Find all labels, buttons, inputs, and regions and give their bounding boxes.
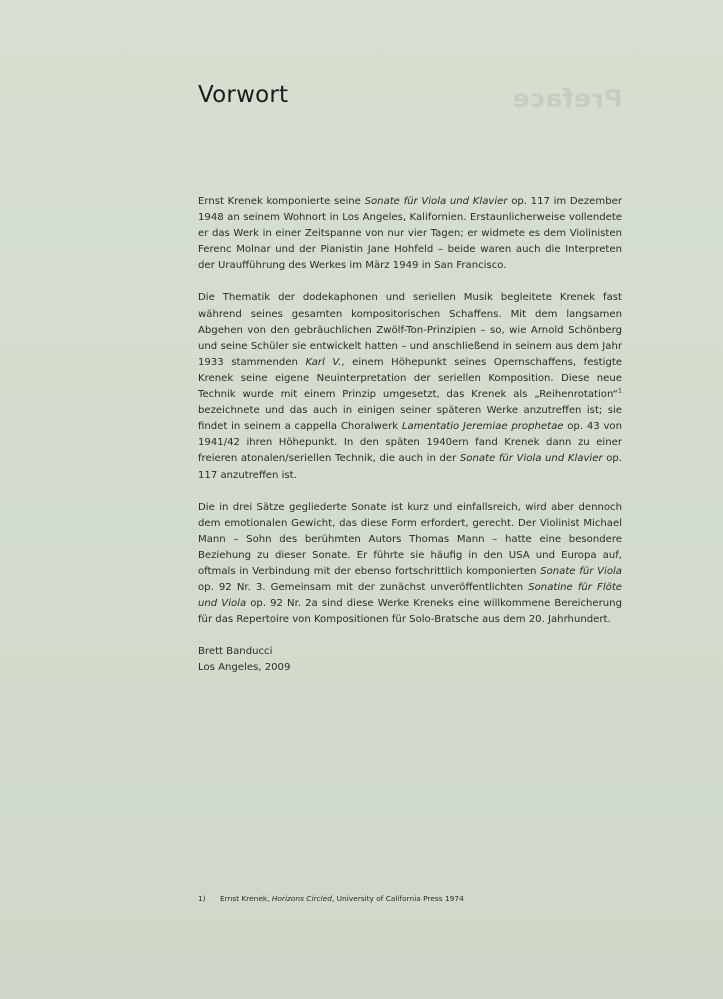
- italic-work-title: Sonate für Viola und Klavier: [459, 453, 603, 465]
- signature-author: Brett Banducci: [198, 646, 273, 658]
- paragraph-2: [198, 290, 622, 483]
- footnote-publisher: , University of California Press 1974: [331, 894, 464, 903]
- italic-work-title: Karl V.: [305, 356, 342, 368]
- footnote-marker: 1: [617, 386, 622, 395]
- paragraph-1: [198, 194, 622, 274]
- text-run: , einem Höhepunkt seines Opernschaffens, festigte Krenek seine eigene Neuinterpretation der seriellen Komposition. Diese neue Technik wurde mit einem Prinzip umgesetzt, das Krenek als „Reihenrotation“: [198, 356, 623, 401]
- signature: [198, 644, 622, 676]
- text-run: Ernst Krenek komponierte seine: [198, 196, 365, 207]
- page-title: Vorwort: [198, 82, 289, 108]
- text-run: Die Thematik der dodekaphonen und seriellen Musik begleitete Krenek fast während seines gesamten kompositorischen Schaffens. Mit dem langsamen Abgehen von den gebräuchlichen Zwölf-Ton-Prinzipien – so, wie Arnold Schönberg und seine Schüler sie entwickelt hatten – und anschließend in seinem aus dem Jahr 1933 stammenden: [198, 292, 622, 368]
- signature-place-date: Los Angeles, 2009: [198, 662, 291, 674]
- italic-work-title: Sonate für Viola und Klavier: [364, 196, 508, 207]
- text-run: op. 117 anzutreffen ist.: [198, 453, 623, 481]
- footnote-work-title: Horizons Circled: [271, 894, 332, 903]
- text-run: bezeichnete und das auch in einigen seiner späteren Werke anzutreffen ist; sie findet in seinem a cappella Choralwerk: [198, 405, 622, 433]
- footnote-author: Ernst Krenek,: [220, 894, 272, 903]
- text-run: Die in drei Sätze gegliederte Sonate ist kurz und einfallsreich, wird aber dennoch dem emotionalen Gewicht, das diese Form erfordert, gerecht. Der Violinist Michael Mann – Sohn des berühmten Autors Thomas Mann – hatte eine besondere Beziehung zu dieser Sonate. Er führte sie häufig in den USA und Europa auf, oftmals in Verbindung mit der ebenso fortschrittlich komponierten: [198, 501, 622, 577]
- body-text: [198, 194, 622, 693]
- text-run: op. 117 im Dezember 1948 an seinem Wohnort in Los Angeles, Kalifornien. Erstaunlicherweise vollendete er das Werk in einer Zeitspanne von nur vier Tagen; er widmete es dem Violinisten Ferenc Molnar und der Pianistin Jane Hohfeld – beide waren auch die Interpreten der Uraufführung des Werkes im März 1949 in San Francisco.: [198, 196, 622, 272]
- ghost-title-bleedthrough: Preface: [512, 84, 623, 113]
- paragraph-3: [198, 500, 622, 629]
- footnote-number: 1): [198, 894, 206, 903]
- footnote: [198, 894, 464, 903]
- italic-work-title: Sonatine für Flöte und Viola: [198, 582, 623, 610]
- italic-work-title: Lamentatio Jeremiae prophetae: [401, 421, 564, 433]
- italic-work-title: Sonate für Viola: [540, 565, 622, 577]
- text-run: op. 43 von 1941/42 ihren Höhepunkt. In den späten 1940ern fand Krenek dann zu einer freieren atonalen/seriellen Technik, die auch in der: [198, 421, 622, 465]
- text-run: op. 92 Nr. 2a sind diese Werke Kreneks eine willkommene Bereicherung für das Repertoire von Kompositionen für Solo-Bratsche aus dem 20. Jahrhundert.: [198, 598, 622, 626]
- text-run: op. 92 Nr. 3. Gemeinsam mit der zunächst unveröffentlichten: [198, 582, 529, 594]
